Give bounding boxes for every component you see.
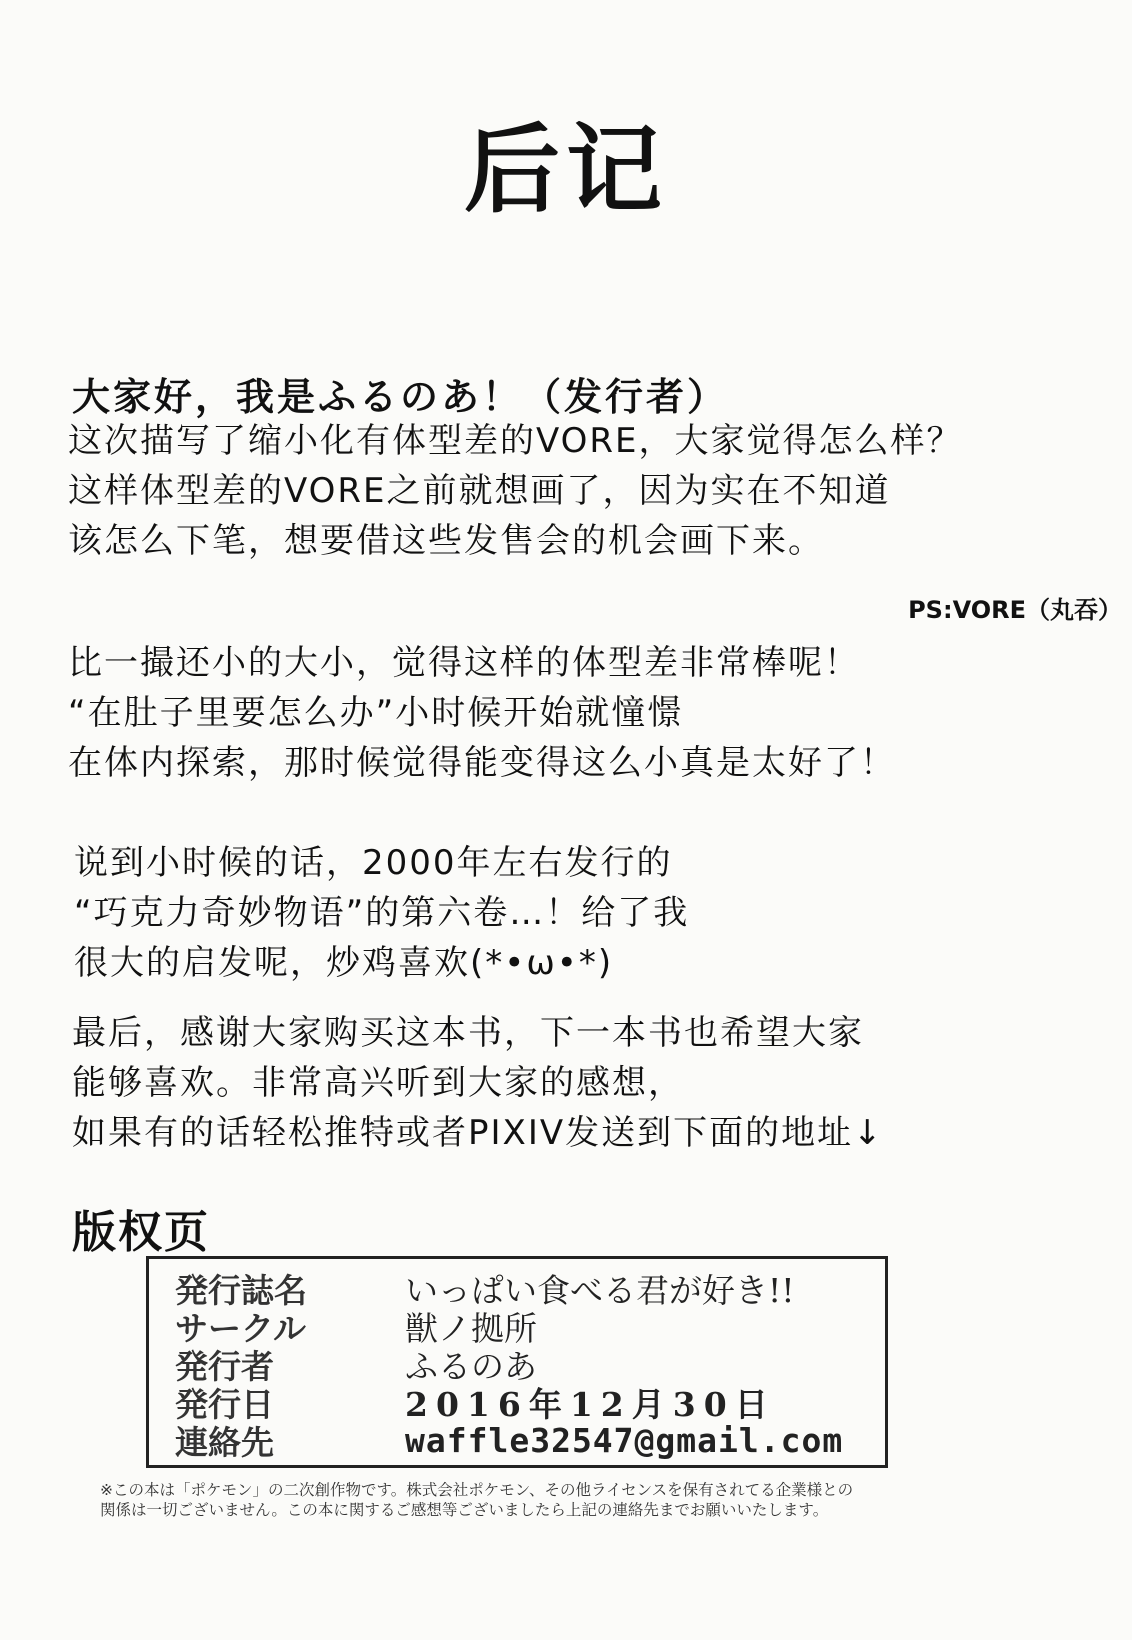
colophon-row-publisher <box>175 1345 885 1386</box>
paragraph-2-line: 在体内探索，那时候觉得能变得这么小真是太好了！ <box>68 743 896 783</box>
colophon-value: ふるのあ <box>405 1346 537 1386</box>
paragraph-2-line: 比一撮还小的大小，觉得这样的体型差非常棒呢！ <box>68 643 860 683</box>
colophon-value: 獣ノ拠所 <box>405 1308 537 1348</box>
colophon-row-date <box>175 1383 885 1424</box>
paragraph-3-line: 说到小时候的话，2000年左右发行的 <box>74 843 673 883</box>
paragraph-1 <box>68 416 963 566</box>
colophon-row-contact <box>175 1420 885 1462</box>
colophon-value: いっぱい食べる君が好き!! <box>405 1270 795 1310</box>
colophon-value: 2016年12月30日 <box>405 1384 776 1424</box>
page-title: 后记 <box>464 114 668 226</box>
paragraph-4-line: 最后，感谢大家购买这本书，下一本书也希望大家 <box>72 1013 864 1053</box>
disclaimer-line: ※この本は「ポケモン」の二次創作物です。株式会社ポケモン、その他ライセンスを保有されてる企業様との <box>100 1481 854 1499</box>
paragraph-2-line: “在肚子里要怎么办”小时候开始就憧憬 <box>68 693 684 733</box>
disclaimer-line: 関係は一切ございません。この本に関するご感想等ございましたら上記の連絡先までお願いいたします。 <box>100 1501 829 1519</box>
paragraph-1-line: 这样体型差的VORE之前就想画了，因为实在不知道 <box>68 471 891 511</box>
paragraph-1-line: 该怎么下笔，想要借这些发售会的机会画下来。 <box>68 521 824 561</box>
colophon-key: サークル <box>175 1308 307 1348</box>
colophon-key: 発行日 <box>175 1384 274 1424</box>
colophon-row-title <box>175 1269 885 1310</box>
paragraph-4-line: 如果有的话轻松推特或者PIXIV发送到下面的地址↓ <box>72 1113 884 1153</box>
paragraph-3 <box>74 838 689 988</box>
colophon-key: 発行誌名 <box>175 1270 307 1310</box>
greeting-heading: 大家好，我是ふるのあ！（发行者） <box>72 375 729 419</box>
colophon-key: 発行者 <box>175 1346 274 1386</box>
ps-note: PS:VORE（丸吞） <box>908 596 1122 624</box>
paragraph-4-line: 能够喜欢。非常高兴听到大家的感想， <box>72 1063 684 1103</box>
colophon-box <box>146 1256 888 1468</box>
colophon-row-circle <box>175 1307 885 1348</box>
paragraph-1-line: 这次描写了缩小化有体型差的VORE，大家觉得怎么样？ <box>68 421 963 461</box>
disclaimer-note <box>100 1480 853 1520</box>
paragraph-2 <box>68 638 896 788</box>
paragraph-3-line: 很大的启发呢，炒鸡喜欢(*•ω•*) <box>74 943 614 983</box>
colophon-heading: 版权页 <box>72 1207 210 1258</box>
paragraph-4 <box>72 1008 884 1158</box>
colophon-key: 連絡先 <box>175 1422 274 1462</box>
colophon-value-email: waffle32547@gmail.com <box>405 1420 844 1460</box>
paragraph-3-line: “巧克力奇妙物语”的第六卷…！给了我 <box>74 893 690 933</box>
